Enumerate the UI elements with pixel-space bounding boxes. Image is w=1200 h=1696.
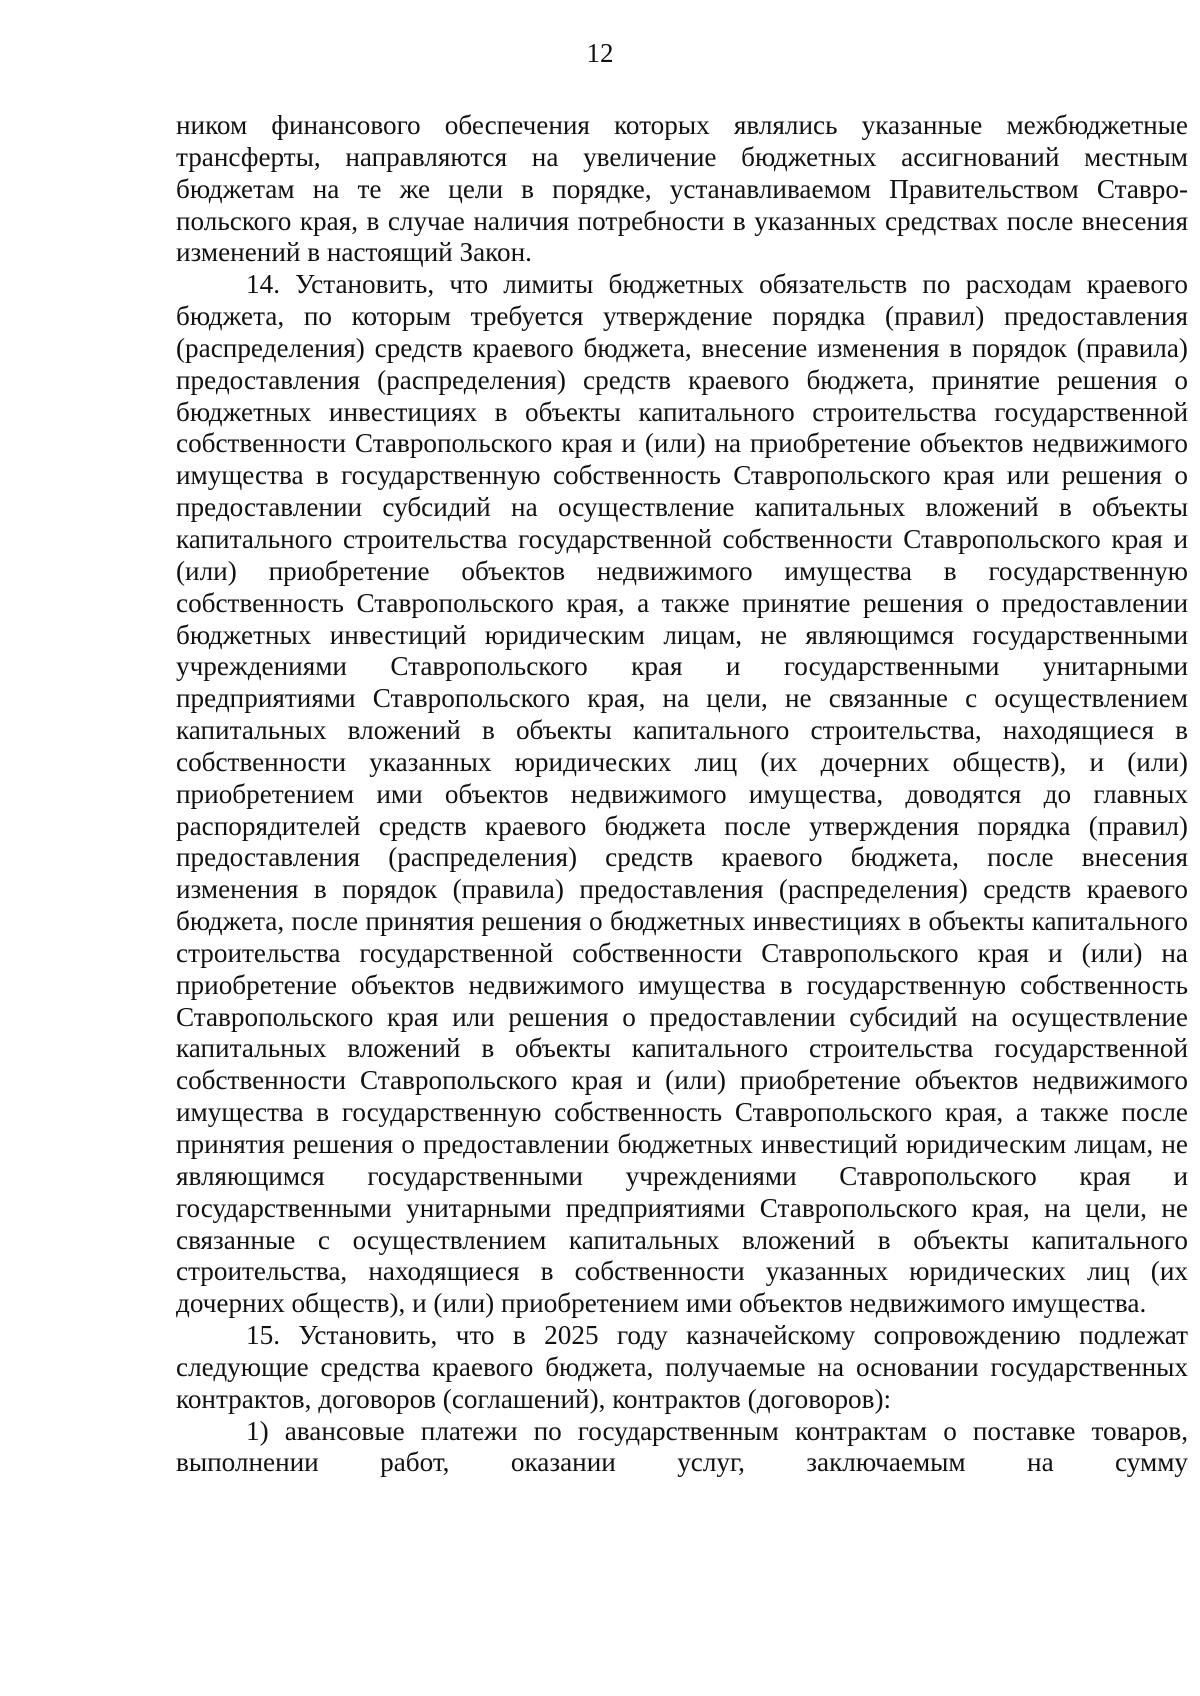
document-body bbox=[176, 110, 1188, 1479]
paragraph-subitem-1: 1) авансовые платежи по государственным контрактам о поставке товаров, выполнении работ, оказании услуг, заключаемым на сумму bbox=[176, 1415, 1188, 1478]
paragraph-item-15: 15. Установить, что в 2025 году казначейскому сопровождению подлежат следующие средства краевого бюджета, получаемые на основании государственных контрактов, договоров (соглашений), контрактов (договоров): bbox=[176, 1320, 1188, 1414]
paragraph-continuation: ником финансового обеспечения которых являлись указанные межбюджетные трансферты, направляются на увеличение бюджетных ассигнований местным бюджетам на те же цели в порядке, устанавливаемом Правительством Ставропольского края, в случае наличия потребности в указанных средствах после внесения изменений в настоящий Закон. bbox=[176, 110, 1188, 268]
paragraph-item-14: 14. Установить, что лимиты бюджетных обязательств по расходам краевого бюджета, по которым требуется утверждение порядка (правил) предоставления (распределения) средств краевого бюджета, внесение изменения в порядок (правила) предоставления (распределения) средств краевого бюджета, принятие решения о бюджетных инвестициях в объекты капитального строительства государственной собственности Ставропольского края и (или) на приобретение объектов недвижимого имущества в государственную собственность Ставропольского края или решения о предоставлении субсидий на осуществление капитальных вложений в объекты капитального строительства государственной собственности Ставропольского края и (или) приобретение объектов недвижимого имущества в государственную собственность Ставропольского края, а также принятие решения о предоставлении бюджетных инвестиций юридическим лицам, не являющимся государственными учреждениями Ставропольского края и государственными унитарными предприятиями Ставропольского края, на цели, не связанные с осуществлением капитальных вложений в объекты капитального строительства, находящиеся в собственности указанных юридических лиц (их дочерних обществ), и (или) приобретением ими объектов недвижимого имущества, доводятся до главных распорядителей средств краевого бюджета после утверждения порядка (правил) предоставления (распределения) средств краевого бюджета, после внесения изменения в порядок (правила) предоставления (распределения) средств краевого бюджета, после принятия решения о бюджетных инвестициях в объекты капитального строительства государственной собственности Ставропольского края и (или) на приобретение объектов недвижимого имущества в государственную собственность Ставропольского края или решения о предоставлении субсидий на осуществление капитальных вложений в объекты капитального строительства государственной собственности Ставропольского края и (или) приобретение объектов недвижимого имущества в государственную собственность Ставропольского края, а также после принятия решения о предоставлении бюджетных инвестиций юридическим лицам, не являющимся государственными учреждениями Ставропольского края и государственными унитарными предприятиями Ставропольского края, на цели, не связанные с осуществлением капитальных вложений в объекты капитального строительства, находящиеся в собственности указанных юридических лиц (их дочерних обществ), и (или) приобретением ими объектов недвижимого имущества. bbox=[176, 269, 1188, 1319]
page-number: 12 bbox=[586, 38, 614, 68]
